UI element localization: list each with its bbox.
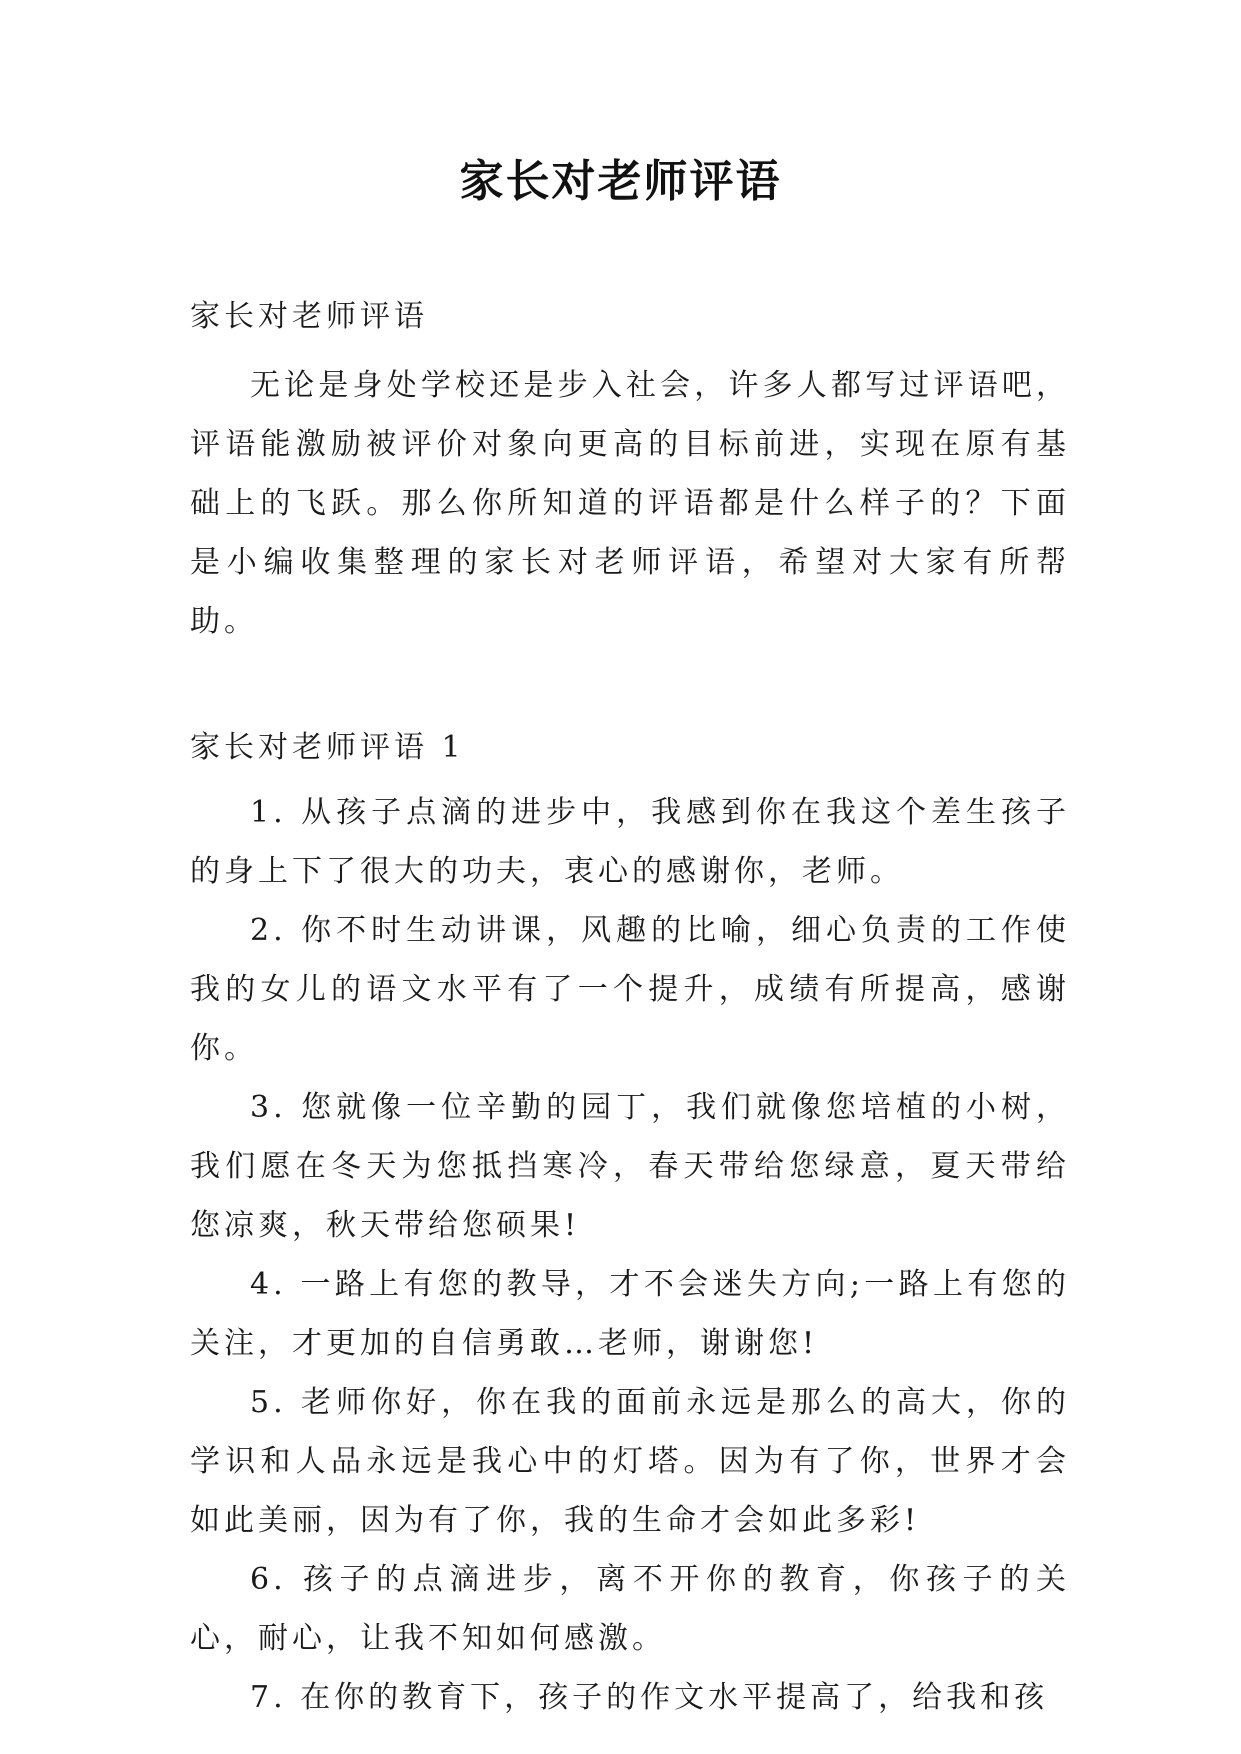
document-title: 家长对老师评语 <box>459 156 782 207</box>
intro-paragraph: 无论是身处学校还是步入社会，许多人都写过评语吧，评语能激励被评价对象向更高的目标前进，实现在原有基础上的飞跃。那么你所知道的评语都是什么样子的？下面是小编收集整理的家长对老师评语，希望对大家有所帮助。 <box>190 368 1070 639</box>
list-item: 7. 在你的教育下，孩子的作文水平提高了，给我和孩 <box>250 1680 1049 1715</box>
list-item: 1. 从孩子点滴的进步中，我感到你在我这个差生孩子的身上下了很大的功夫，衷心的感谢你，老师。 <box>190 795 1070 889</box>
list-item: 5. 老师你好，你在我的面前永远是那么的高大，你的学识和人品永远是我心中的灯塔。因为有了你，世界才会如此美丽，因为有了你，我的生命才会如此多彩! <box>190 1385 1070 1538</box>
list-item: 4. 一路上有您的教导，才不会迷失方向;一路上有您的关注，才更加的自信勇敢…老师，谢谢您! <box>190 1267 1070 1361</box>
document-subtitle: 家长对老师评语 <box>190 299 428 334</box>
comment-list <box>190 783 1070 1727</box>
list-item: 3. 您就像一位辛勤的园丁，我们就像您培植的小树，我们愿在冬天为您抵挡寒冷，春天带给您绿意，夏天带给您凉爽，秋天带给您硕果! <box>190 1090 1070 1243</box>
list-item: 6. 孩子的点滴进步，离不开你的教育，你孩子的关心，耐心，让我不知如何感激。 <box>190 1562 1070 1656</box>
list-item: 2. 你不时生动讲课，风趣的比喻，细心负责的工作使我的女儿的语文水平有了一个提升，成绩有所提高，感谢你。 <box>190 913 1070 1066</box>
section-title: 家长对老师评语 1 <box>190 730 465 765</box>
document-body <box>190 290 1070 1727</box>
